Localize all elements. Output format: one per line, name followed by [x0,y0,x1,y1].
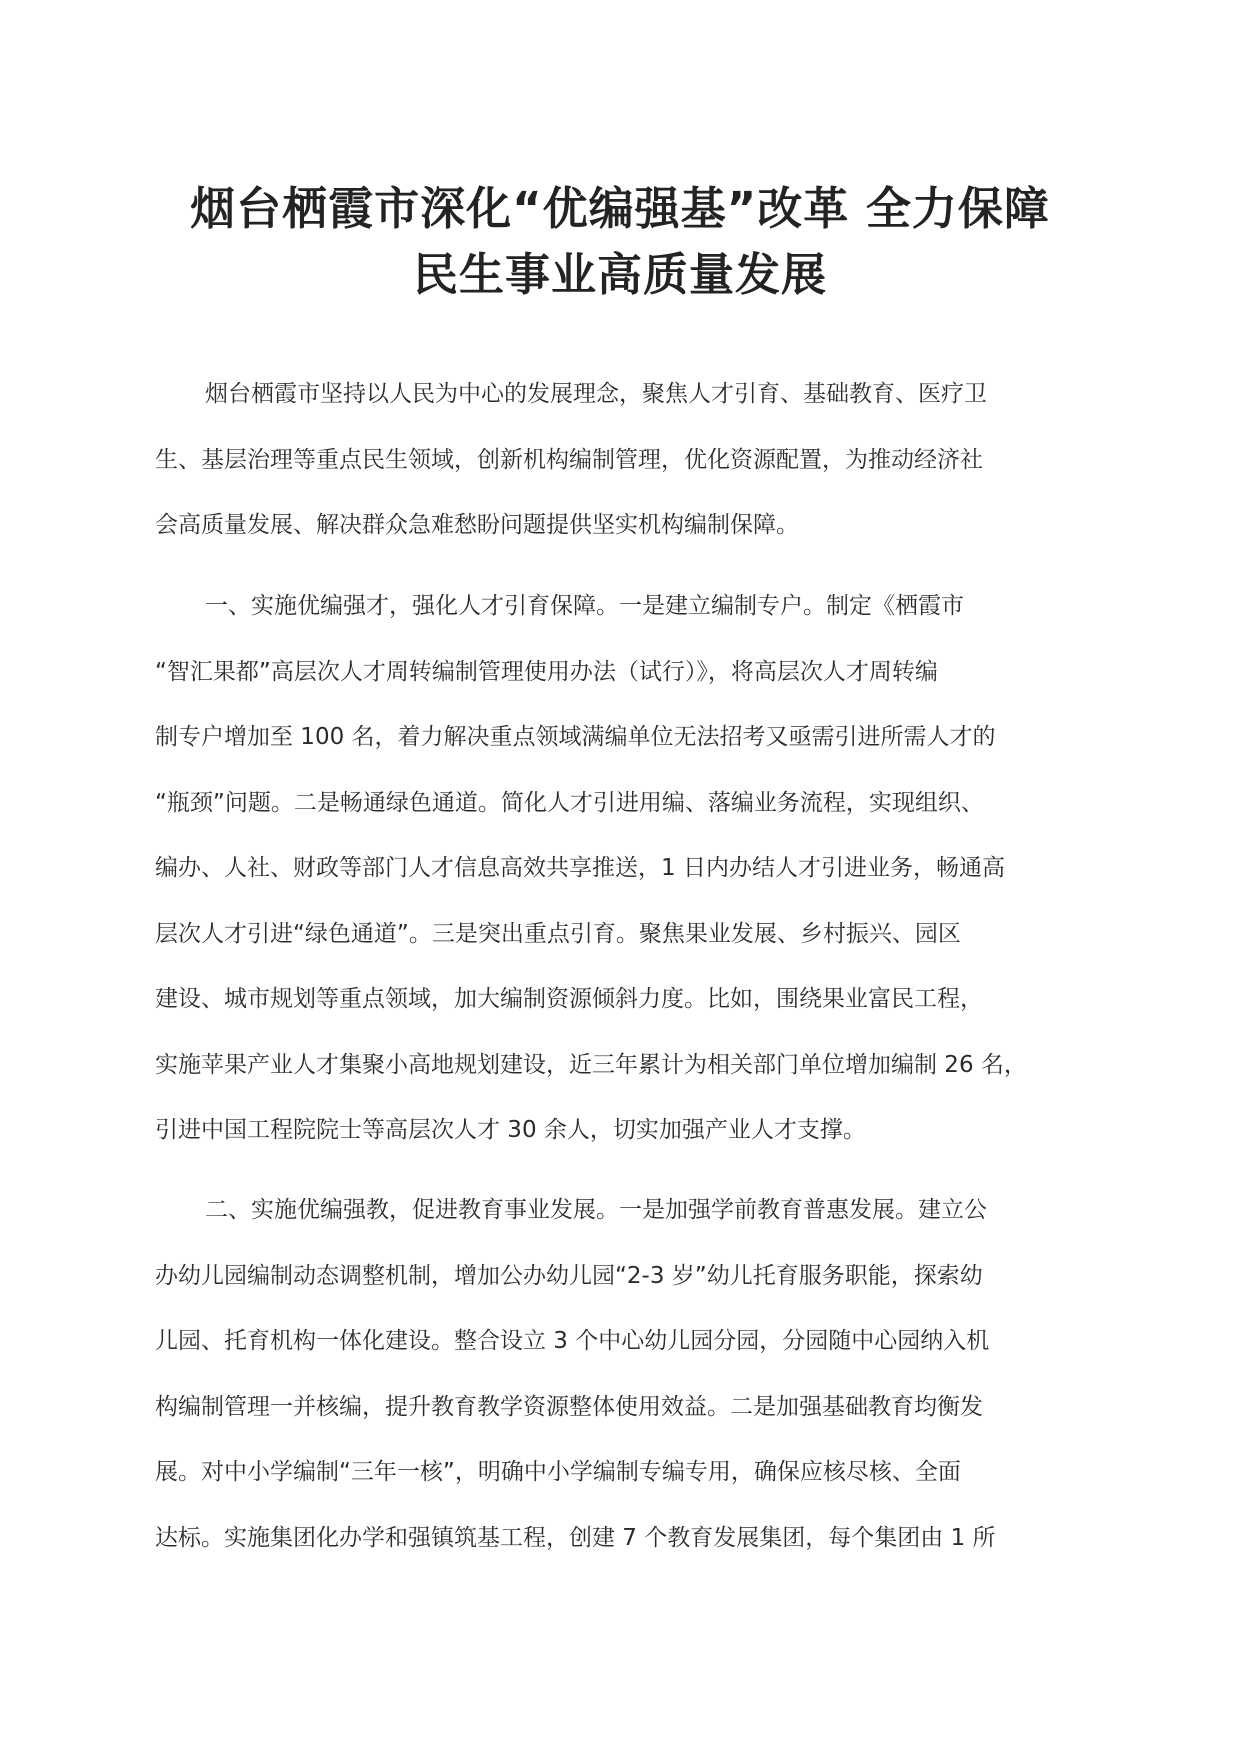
document-title [140,176,1100,308]
paragraph-line: 层次人才引进“绿色通道”。三是突出重点引育。聚焦果业发展、乡村振兴、园区 [155,920,961,947]
title-line-1: 烟台栖霞市深化“优编强基”改革 全力保障 [190,182,1050,235]
paragraph-line: 烟台栖霞市坚持以人民为中心的发展理念，聚焦人才引育、基础教育、医疗卫 [205,381,987,407]
paragraph-line: 引进中国工程院院士等高层次人才 30 余人，切实加强产业人才支撑。 [155,1117,866,1143]
paragraph-intro [155,362,1087,559]
paragraph-line: 建设、城市规划等重点领域，加大编制资源倾斜力度。比如，围绕果业富民工程， [155,986,983,1012]
paragraph-line: 实施苹果产业人才集聚小高地规划建设，近三年累计为相关部门单位增加编制 26 名， [155,1051,1027,1078]
paragraph-line: 编办、人社、财政等部门人才信息高效共享推送，1 日内办结人才引进业务，畅通高 [155,855,1005,881]
paragraph-line: 二、实施优编强教，促进教育事业发展。一是加强学前教育普惠发展。建立公 [205,1197,987,1223]
paragraph-line: “瓶颈”问题。二是畅通绿色通道。简化人才引进用编、落编业务流程，实现组织、 [155,789,984,816]
paragraph-line: 生、基层治理等重点民生领域，创新机构编制管理，优化资源配置，为推动经济社 [155,446,983,473]
paragraph-line: “智汇果都”高层次人才周转编制管理使用办法（试行）》，将高层次人才周转编 [155,658,938,685]
paragraph-line: 儿园、托育机构一体化建设。整合设立 3 个中心幼儿园分园，分园随中心园纳入机 [155,1328,990,1354]
title-line-2: 民生事业高质量发展 [412,248,827,301]
paragraph-line: 展。对中小学编制“三年一核”，明确中小学编制专编专用，确保应核尽核、全面 [155,1459,961,1485]
paragraph-talent [155,574,1087,1164]
paragraph-line: 一、实施优编强才，强化人才引育保障。一是建立编制专户。制定《栖霞市 [205,593,964,619]
paragraph-line: 构编制管理一并核编，提升教育教学资源整体使用效益。二是加强基础教育均衡发 [155,1393,983,1420]
paragraph-line: 达标。实施集团化办学和强镇筑基工程，创建 7 个教育发展集团，每个集团由 1 所 [155,1524,996,1551]
paragraph-line: 制专户增加至 100 名，着力解决重点领域满编单位无法招考又亟需引进所需人才的 [155,724,996,750]
paragraph-line: 办幼儿园编制动态调整机制，增加公办幼儿园“2-3 岁”幼儿托育服务职能，探索幼 [155,1262,983,1289]
paragraph-line: 会高质量发展、解决群众急难愁盼问题提供坚实机构编制保障。 [155,512,799,538]
paragraph-education [155,1178,1087,1571]
